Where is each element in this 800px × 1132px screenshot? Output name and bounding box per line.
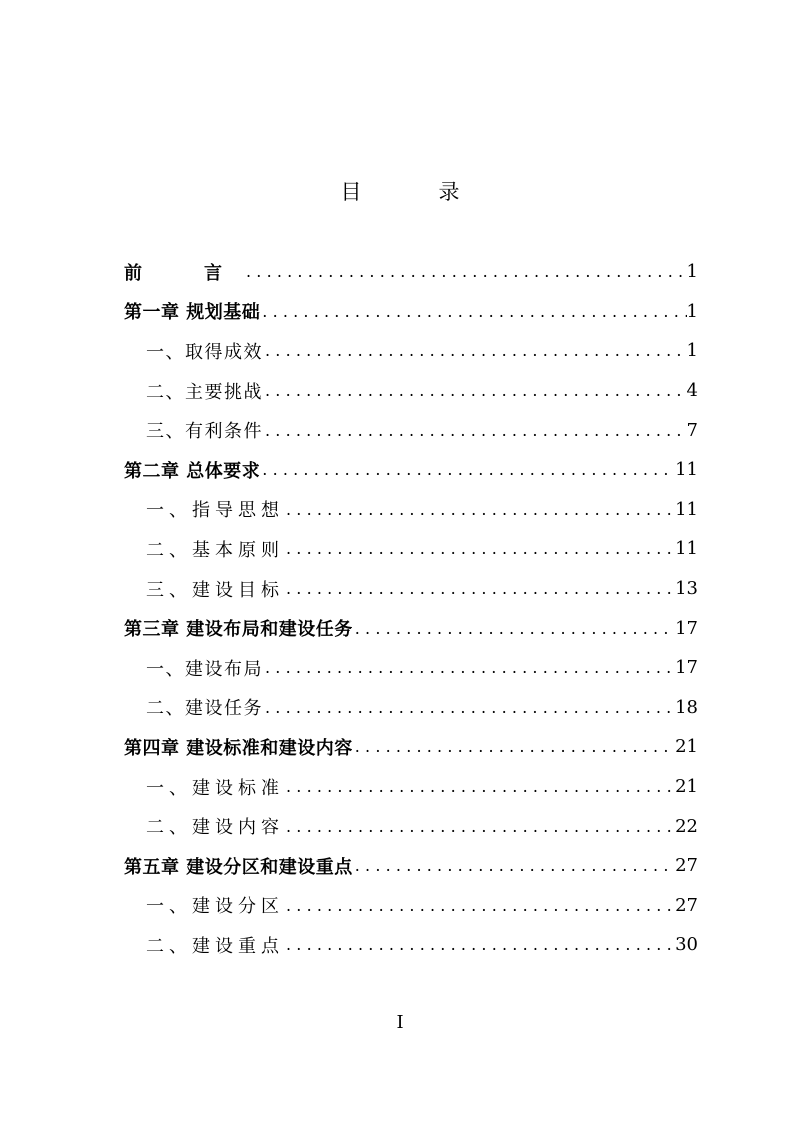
page-title: 目 录 [340, 180, 488, 204]
page-number: I [396, 1012, 404, 1033]
toc-entry-label: 一、建设分区 [146, 896, 284, 918]
toc-page-number: 1 [686, 300, 698, 322]
toc-dot-leader [244, 262, 687, 281]
toc-entry-label: 二、建设任务 [146, 698, 263, 720]
toc-entry-label: 第四章 建设标准和建设内容 [124, 737, 353, 759]
toc-section-entry[interactable] [124, 886, 698, 926]
toc-section-entry[interactable] [124, 767, 698, 807]
toc-dot-leader [353, 619, 675, 638]
toc-dot-leader [353, 856, 675, 875]
toc-entry-label: 一、建设标准 [146, 777, 284, 799]
toc-page-number: 11 [675, 459, 698, 481]
toc-dot-leader [284, 500, 675, 519]
toc-page-number: 1 [686, 340, 698, 362]
toc-entry-label: 二、建设重点 [146, 935, 284, 957]
toc-page-number: 17 [675, 617, 698, 639]
toc-dot-leader [263, 421, 687, 440]
toc-chapter-entry[interactable] [124, 846, 698, 886]
toc-chapter-entry[interactable] [124, 292, 698, 332]
toc-entry-label: 二、建设内容 [146, 817, 284, 839]
toc-page-number: 13 [675, 578, 698, 600]
toc-chapter-entry[interactable] [124, 252, 698, 292]
toc-entry-label: 第二章 总体要求 [124, 460, 261, 482]
toc-section-entry[interactable] [124, 806, 698, 846]
toc-page-number: 4 [686, 380, 698, 402]
table-of-contents [124, 252, 698, 965]
toc-dot-leader [284, 579, 675, 598]
toc-page-number: 17 [675, 657, 698, 679]
toc-section-entry[interactable] [124, 410, 698, 450]
toc-dot-leader [263, 381, 687, 400]
toc-section-entry[interactable] [124, 371, 698, 411]
toc-entry-label: 二、基本原则 [146, 539, 284, 561]
toc-page-number: 21 [675, 736, 698, 758]
toc-page-number: 18 [675, 696, 698, 718]
toc-entry-label: 前 言 [124, 262, 244, 284]
toc-dot-leader [284, 935, 675, 954]
toc-page-number: 7 [686, 419, 698, 441]
toc-dot-leader [284, 817, 675, 836]
toc-entry-label: 第一章 规划基础 [124, 302, 261, 324]
toc-page-number: 22 [675, 815, 698, 837]
toc-page-number: 1 [686, 261, 698, 283]
toc-page-number: 21 [675, 776, 698, 798]
toc-page-number: 27 [675, 894, 698, 916]
toc-dot-leader [260, 302, 686, 321]
toc-section-entry[interactable] [124, 490, 698, 530]
toc-page-number: 11 [675, 538, 698, 560]
toc-chapter-entry[interactable] [124, 450, 698, 490]
toc-dot-leader [284, 777, 675, 796]
toc-section-entry[interactable] [124, 569, 698, 609]
toc-section-entry[interactable] [124, 925, 698, 965]
toc-page-number: 11 [675, 498, 698, 520]
toc-section-entry[interactable] [124, 331, 698, 371]
toc-entry-label: 三、有利条件 [146, 421, 263, 443]
toc-entry-label: 二、主要挑战 [146, 381, 263, 403]
toc-entry-label: 第三章 建设布局和建设任务 [124, 619, 353, 641]
toc-dot-leader [260, 460, 675, 479]
toc-entry-label: 三、建设目标 [146, 579, 284, 601]
toc-dot-leader [284, 896, 675, 915]
toc-chapter-entry[interactable] [124, 727, 698, 767]
toc-dot-leader [284, 539, 675, 558]
toc-dot-leader [263, 698, 675, 717]
toc-section-entry[interactable] [124, 529, 698, 569]
toc-dot-leader [263, 341, 687, 360]
toc-entry-label: 一、建设布局 [146, 658, 263, 680]
toc-page-number: 27 [675, 855, 698, 877]
toc-entry-label: 一、取得成效 [146, 341, 263, 363]
toc-chapter-entry[interactable] [124, 608, 698, 648]
toc-dot-leader [263, 658, 675, 677]
toc-dot-leader [353, 737, 675, 756]
toc-section-entry[interactable] [124, 648, 698, 688]
toc-entry-label: 一、指导思想 [146, 500, 284, 522]
toc-page-number: 30 [675, 934, 698, 956]
toc-entry-label: 第五章 建设分区和建设重点 [124, 856, 353, 878]
toc-section-entry[interactable] [124, 688, 698, 728]
